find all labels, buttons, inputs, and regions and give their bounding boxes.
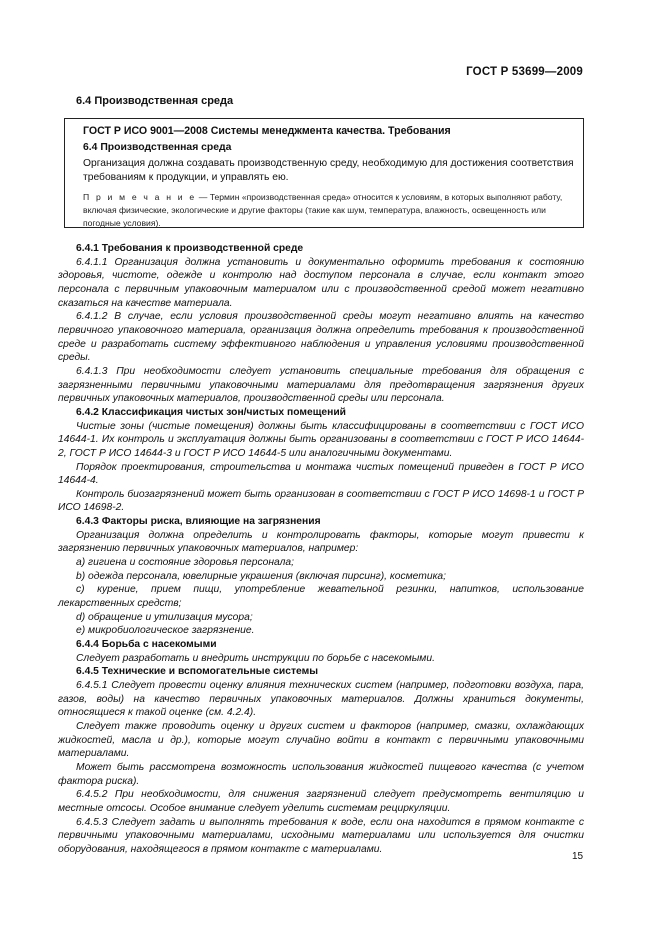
body-paragraph: 6.4.1.1 Организация должна установить и документально оформить требования к состоянию здоровья, чистоте, одежде и контролю над доступом персонала в случае, если контакт этого персонала с первичным упаковочным материалом или с производственной средой может негативно сказаться на качестве материала.: [58, 256, 584, 309]
page-number: 15: [572, 851, 584, 862]
document-body: [58, 242, 584, 857]
subsection-heading: 6.4.5 Технические и вспомогательные системы: [76, 666, 318, 678]
document-code: ГОСТ Р 53699—2009: [466, 66, 583, 78]
body-paragraph: 6.4.5.1 Следует провести оценку влияния технических систем (например, подготовки воздуха, пара, газов, воды) на качество первичных упаковочных материалов. Должны храниться документы, относящиеся к такой оценке (см. 4.2.4).: [58, 680, 584, 719]
body-paragraph: Может быть рассмотрена возможность использования жидкостей пищевого качества (с учетом фактора риска).: [58, 761, 584, 787]
body-paragraph: Чистые зоны (чистые помещения) должны быть классифицированы в соответствии с ГОСТ ИСО 14644-1. Их контроль и эксплуатация должны быть организованы в соответствии с ГОСТ Р ИСО 14644-2, ГОСТ Р ИСО 14644-3 и ГОСТ Р ИСО 14644-5 или аналогичными документами.: [58, 420, 584, 459]
body-paragraph: b) одежда персонала, ювелирные украшения (включая пирсинг), косметика;: [76, 570, 447, 582]
quote-text: Организация должна создавать производственную среду, необходимую для достижения соответствия требованиям к продукции, и управлять ею.: [83, 158, 574, 183]
body-paragraph: c) курение, прием пищи, употребление жевательной резинки, напитков, использование лекарственных средств;: [58, 584, 584, 610]
body-paragraph: 6.4.5.3 Следует задать и выполнять требования к воде, если она находится в прямом контакте с первичными упаковочными материалами, исходными материалами или используется для очистки оборудования, находящегося в прямом контакте с материалами.: [58, 816, 584, 855]
subsection-heading: 6.4.2 Классификация чистых зон/чистых помещений: [76, 406, 347, 418]
body-paragraph: a) гигиена и состояние здоровья персонала;: [76, 557, 295, 569]
body-paragraph: Организация должна определить и контролировать факторы, которые могут привести к загрязнению первичных упаковочных материалов, например:: [58, 529, 584, 555]
note-text: — Термин «производственная среда» относится к условиям, в которых выполняют работу, включая физические, экологические и другие факторы (такие как шум, температура, влажность, освещенность или погодные условия).: [83, 192, 563, 228]
quote-note: [83, 191, 575, 230]
subsection-heading: 6.4.1 Требования к производственной среде: [76, 243, 304, 254]
body-paragraph: 6.4.5.2 При необходимости, для снижения загрязнений следует предусмотреть вентиляцию и местные отсосы. Особое внимание следует уделить системам рециркуляции.: [58, 789, 584, 814]
body-paragraph: Следует также проводить оценку и других систем и факторов (например, смазки, охлаждающих жидкостей, масла и др.), которые могут случайно войти в контакт с первичными упаковочными материалами.: [58, 720, 584, 760]
body-paragraph: Следует разработать и внедрить инструкции по борьбе с насекомыми.: [76, 652, 435, 664]
subsection-heading: 6.4.3 Факторы риска, влияющие на загрязнения: [76, 516, 321, 528]
body-paragraph: d) обращение и утилизация мусора;: [76, 611, 253, 623]
body-paragraph: Контроль биозагрязнений может быть организован в соответствии с ГОСТ Р ИСО 14698-1 и ГОСТ Р ИСО 14698-2.: [58, 488, 584, 514]
subsection-heading: 6.4.4 Борьба с насекомыми: [76, 639, 217, 651]
quote-subtitle: 6.4 Производственная среда: [83, 142, 232, 153]
body-paragraph: 6.4.1.3 При необходимости следует установить специальные требования для обращения с загрязненными первичными упаковочными материалами для предотвращения загрязнения других первичных упаковочных материалов, производственной среды или персонала.: [58, 365, 584, 405]
section-title: 6.4 Производственная среда: [76, 95, 234, 107]
note-label: П р и м е ч а н и е: [83, 192, 197, 202]
body-paragraph: Порядок проектирования, строительства и монтажа чистых помещений приведен в ГОСТ Р ИСО 14644-4.: [58, 461, 584, 487]
quoted-standard-box: [64, 118, 584, 228]
body-paragraph: e) микробиологическое загрязнение.: [76, 625, 255, 637]
body-paragraph: 6.4.1.2 В случае, если условия производственной среды могут негативно влиять на качество первичного упаковочного материала, организация должна определить требования к производственной среде и разработать систему эффективного наблюдения и управления условиями производственной среды.: [58, 311, 584, 364]
quote-title: ГОСТ Р ИСО 9001—2008 Системы менеджмента качества. Требования: [83, 125, 451, 137]
